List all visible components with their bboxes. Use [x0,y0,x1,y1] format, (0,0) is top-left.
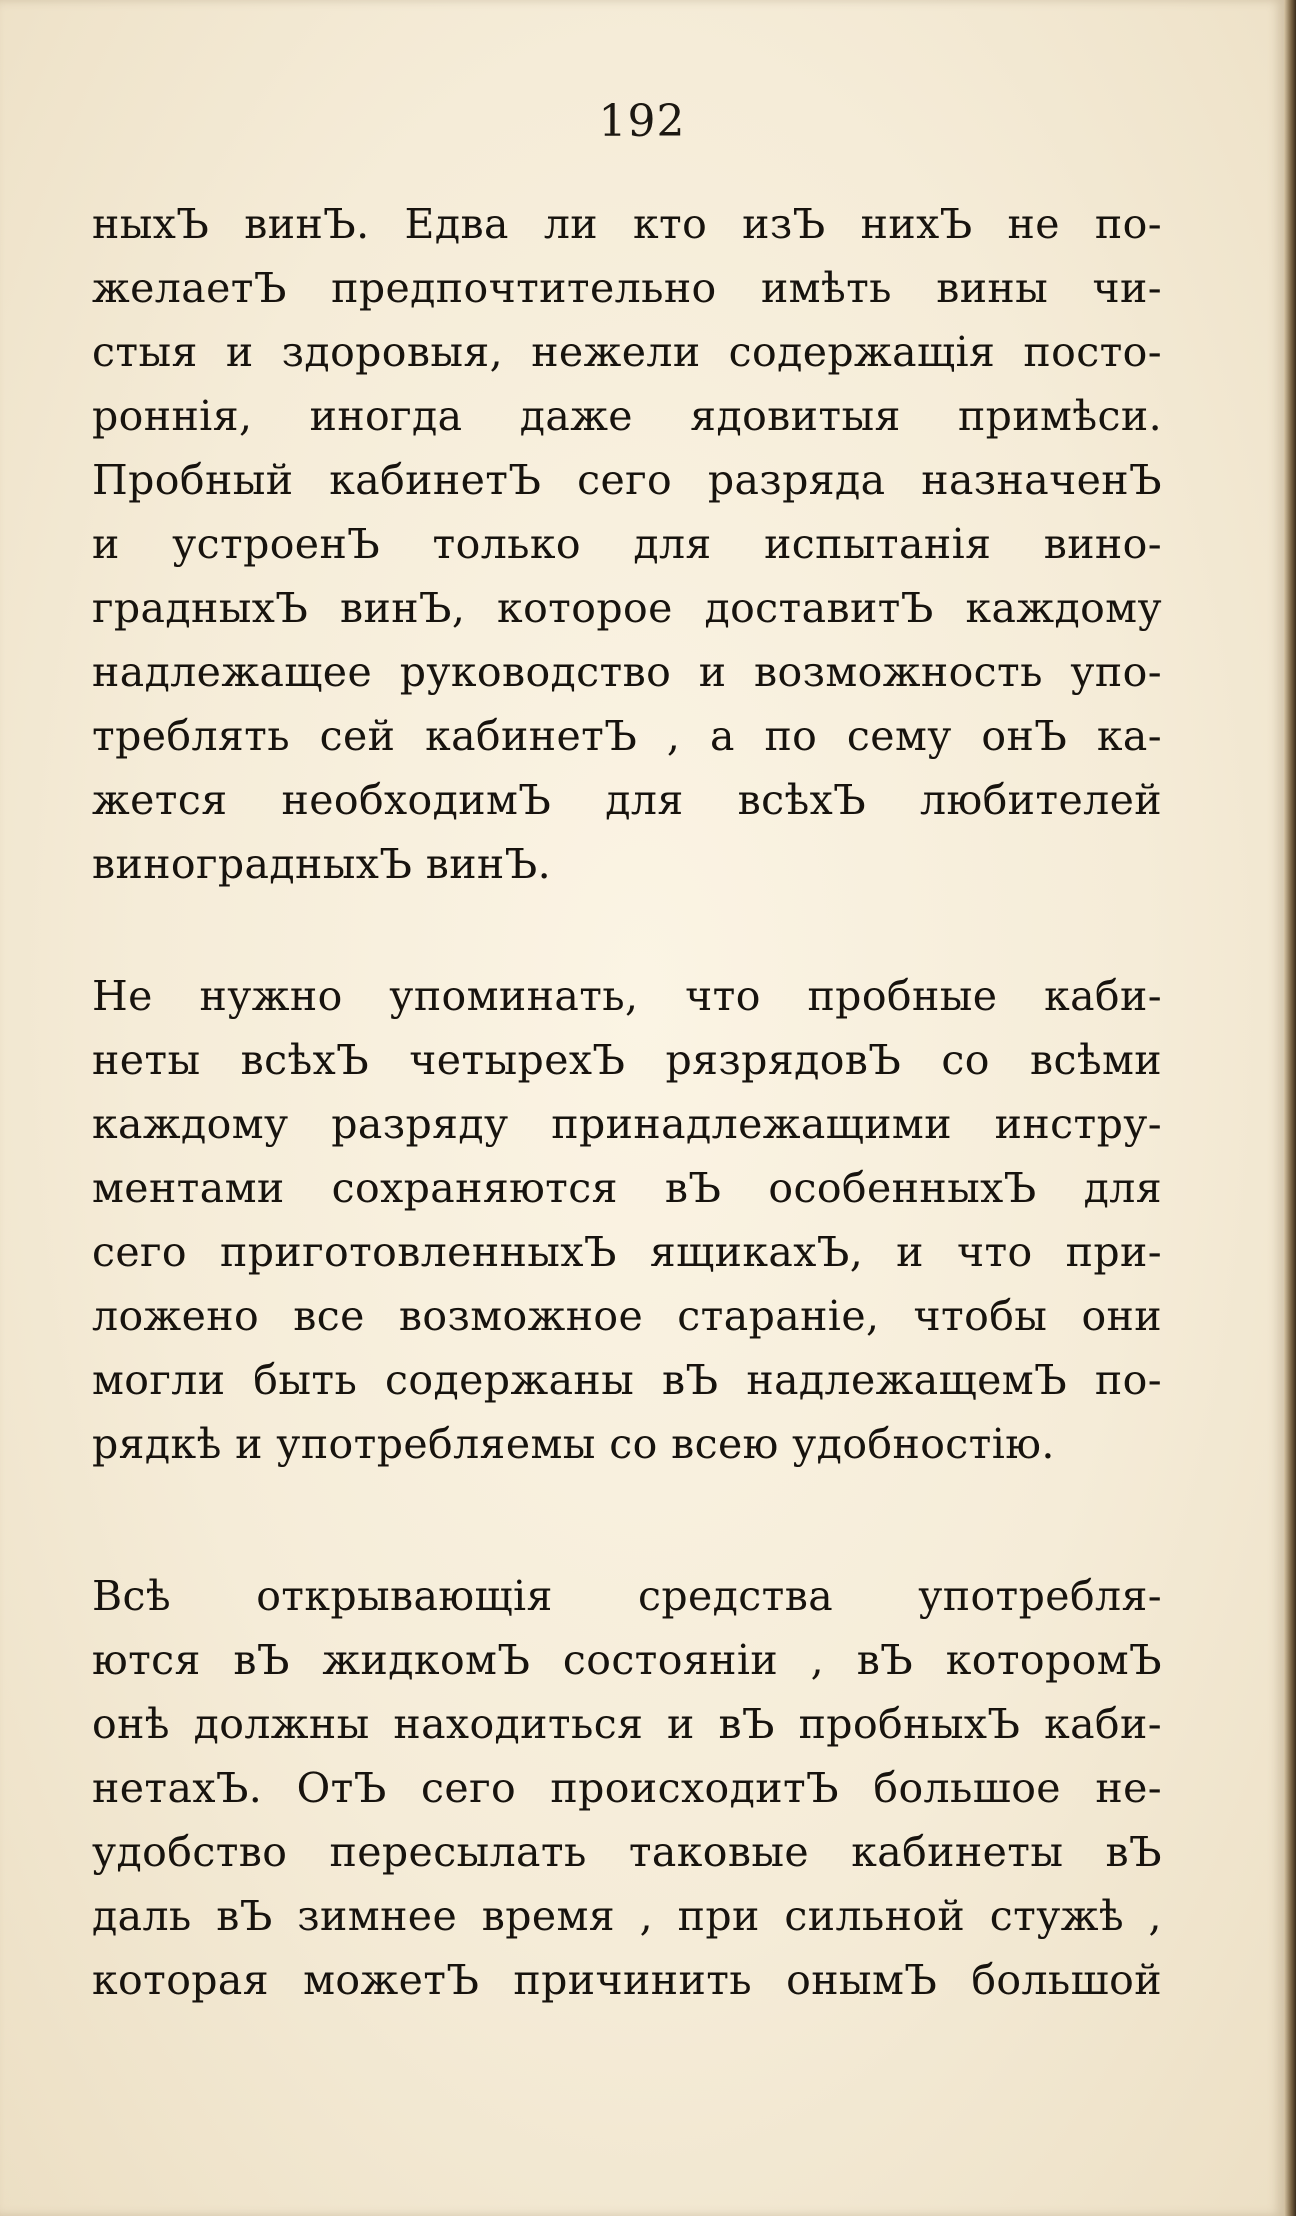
text-line: рядкѣ и употребляемы со всею удобностію. [92,1420,1055,1468]
text-line: Не нужно упоминать, что пробные каби- [92,972,1162,1020]
text-line: роннія, иногда даже ядовитыя примѣси. [92,392,1162,440]
paragraph-2 [92,964,1162,1476]
text-line: стыя и здоровыя, нежели содержащія посто- [92,328,1162,376]
paragraph-3 [92,1564,1162,2012]
text-line: онѣ должны находиться и вЪ пробныхЪ каби- [92,1700,1162,1748]
text-line: и устроенЪ только для испытанія вино- [92,520,1162,568]
text-line: даль вЪ зимнее время , при сильной стужѣ , [92,1892,1162,1940]
text-line: желаетЪ предпочтительно имѣть вины чи- [92,264,1162,312]
page-number: 192 [598,96,686,147]
text-line: жется необходимЪ для всѣхЪ любителей [92,776,1162,824]
text-line: неты всѣхЪ четырехЪ рязрядовЪ со всѣми [92,1036,1162,1084]
text-line: Всѣ открывающія средства употребля- [92,1572,1162,1620]
text-line: ются вЪ жидкомЪ состояніи , вЪ которомЪ [92,1636,1162,1684]
text-line: ложено все возможное стараніе, чтобы они [92,1292,1162,1340]
text-line: Пробный кабинетЪ сего разряда назначенЪ [92,456,1162,504]
text-line: нетахЪ. ОтЪ сего происходитЪ большое не- [92,1764,1162,1812]
text-line: ныхЪ винЪ. Едва ли кто изЪ нихЪ не по- [92,200,1162,248]
text-line: градныхЪ винЪ, которое доставитЪ каждому [92,584,1162,632]
text-line: могли быть содержаны вЪ надлежащемЪ по- [92,1356,1162,1404]
text-line: каждому разряду принадлежащими инстру- [92,1100,1162,1148]
paragraph-1 [92,192,1162,896]
text-line: сего приготовленныхЪ ящикахЪ, и что при- [92,1228,1162,1276]
page-edge [1284,0,1296,2216]
text-line: удобство пересылать таковые кабинеты вЪ [92,1828,1162,1876]
text-line: которая можетЪ причинить онымЪ большой [92,1956,1162,2004]
text-line: надлежащее руководство и возможность упо- [92,648,1162,696]
text-line: треблять сей кабинетЪ , а по сему онЪ ка- [92,712,1162,760]
text-line: виноградныхЪ винЪ. [92,840,552,888]
text-line: ментами сохраняются вЪ особенныхЪ для [92,1164,1162,1212]
